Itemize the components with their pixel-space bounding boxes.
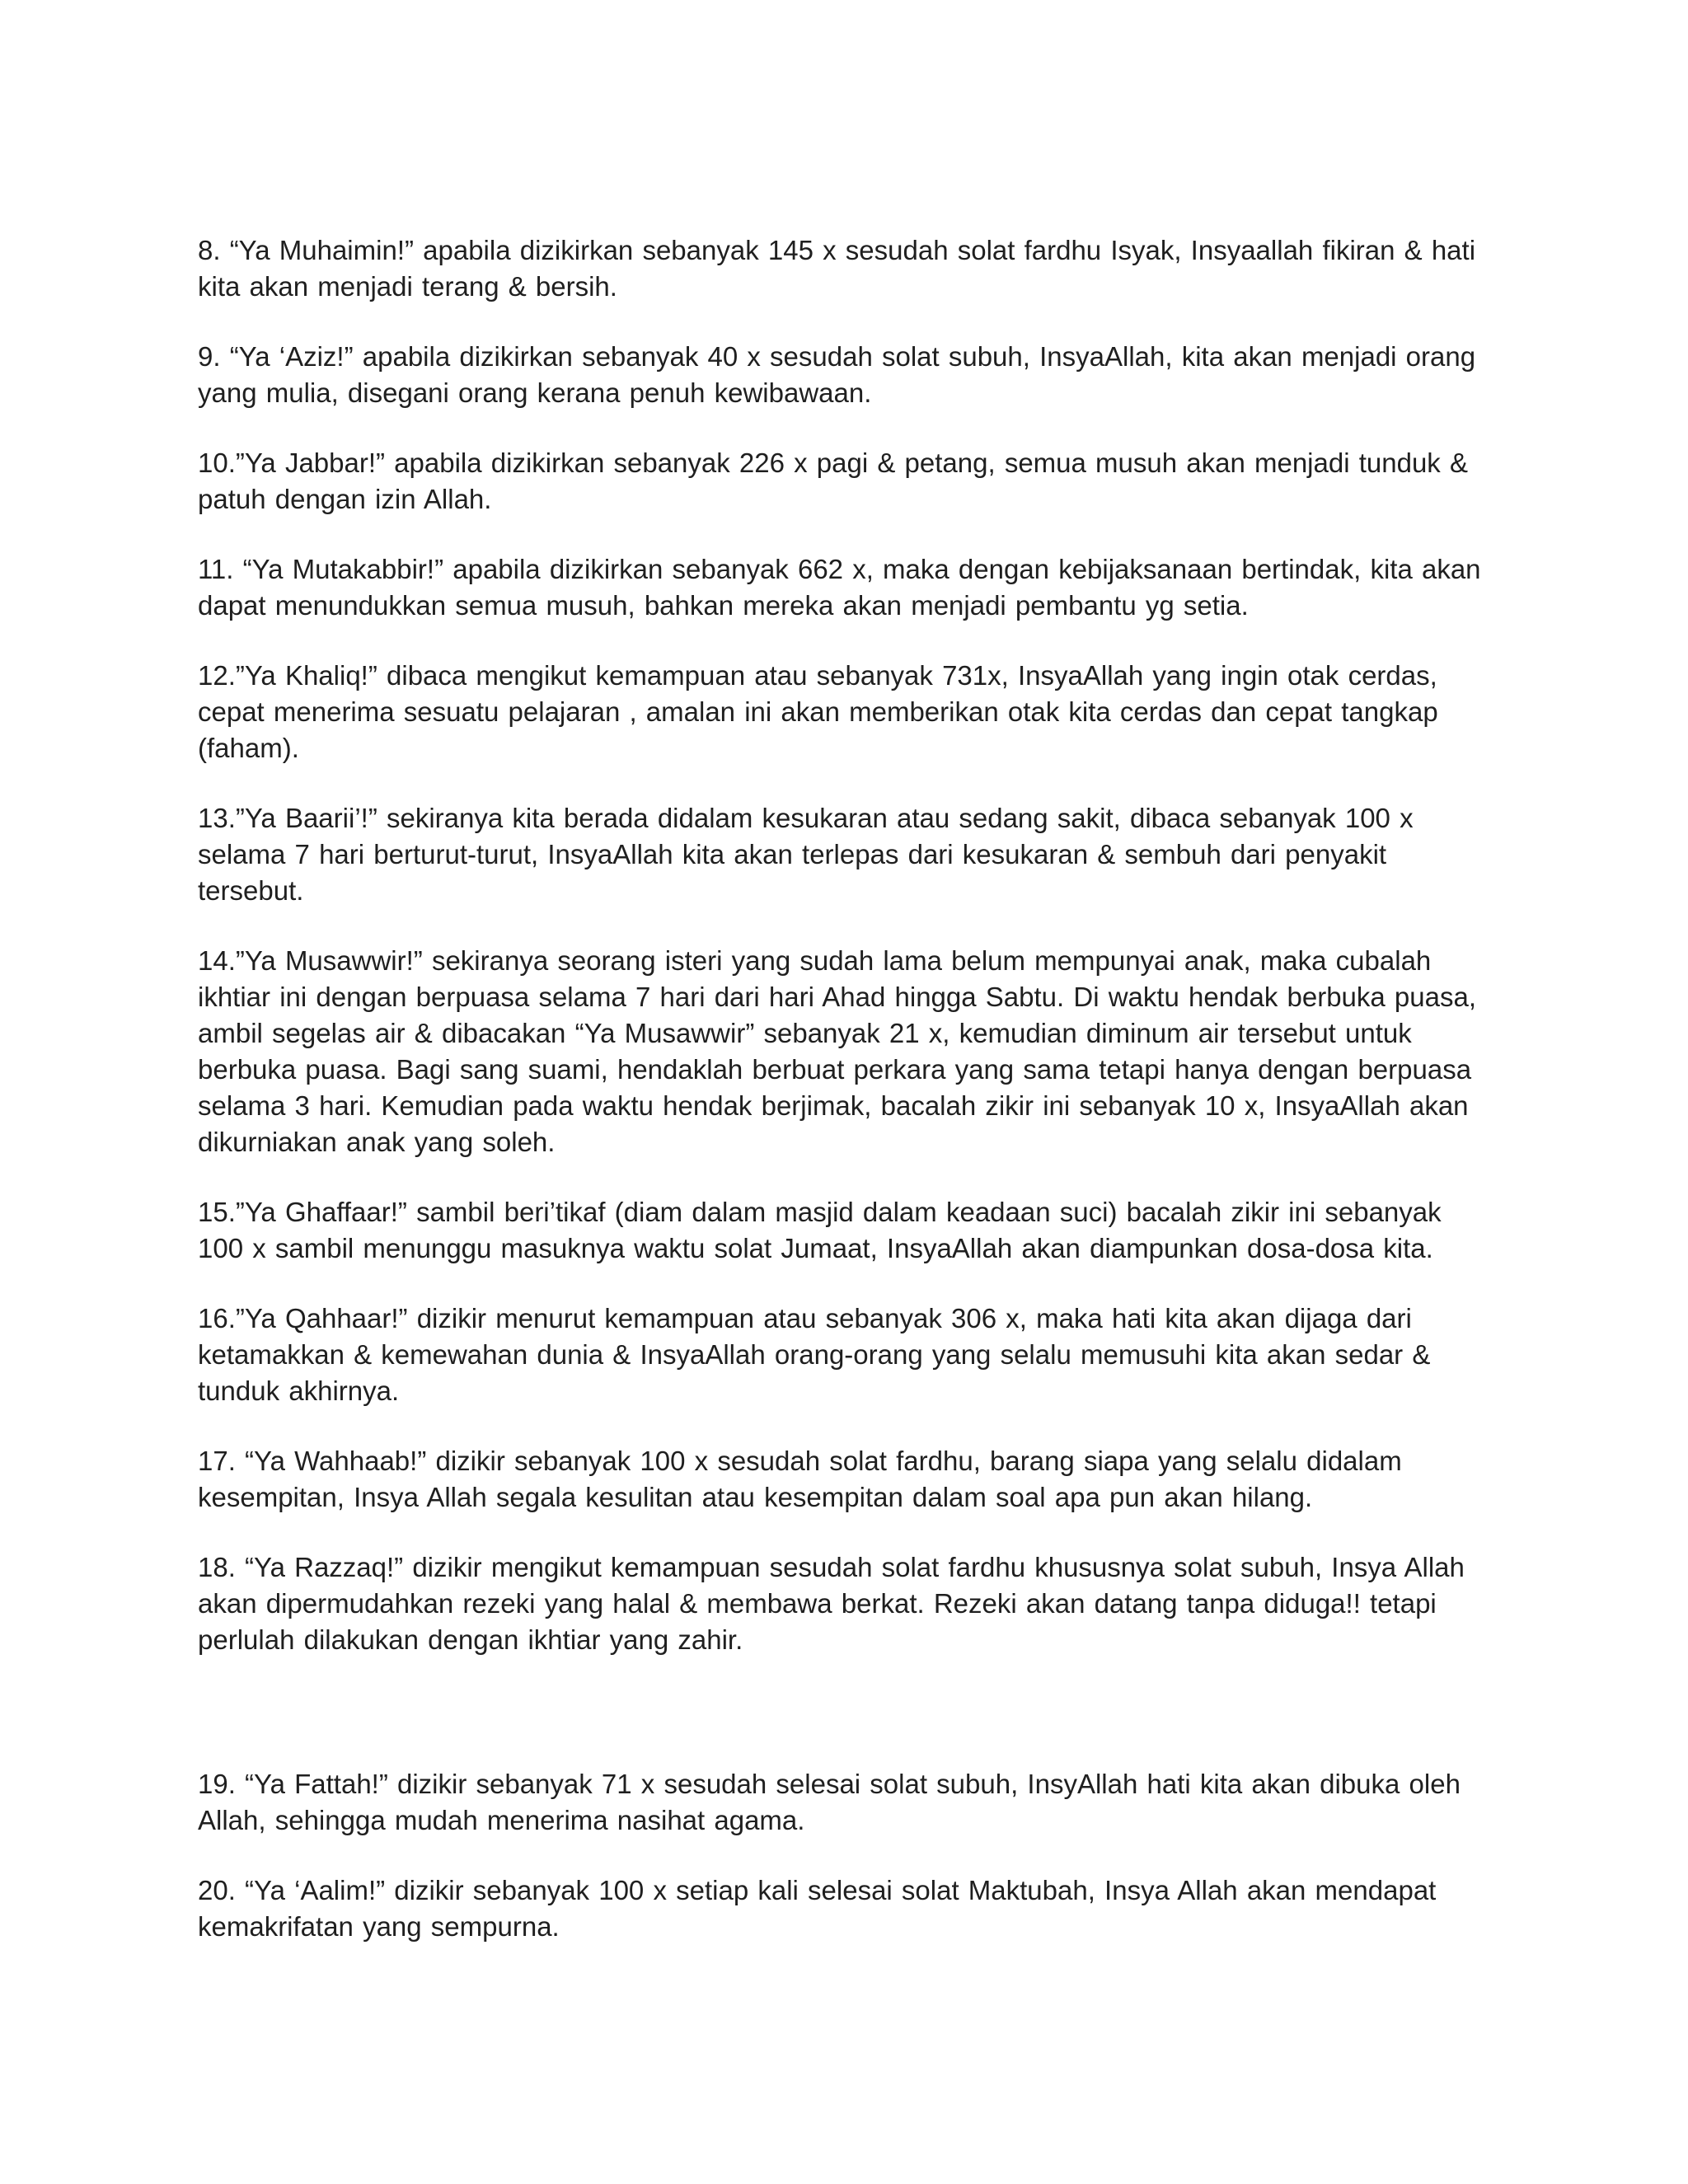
paragraph-item-18: 18. “Ya Razzaq!” dizikir mengikut kemampuan sesudah solat fardhu khususnya solat subuh, Insya Allah akan dipermudahkan rezeki yang halal & membawa berkat. Rezeki akan datang tanpa diduga!! tetapi perlulah dilakukan dengan ikhtiar yang zahir. bbox=[198, 1552, 1465, 1655]
paragraph-item-19: 19. “Ya Fattah!” dizikir sebanyak 71 x sesudah selesai solat subuh, InsyAllah hati kita akan dibuka oleh Allah, sehingga mudah menerima nasihat agama. bbox=[198, 1769, 1461, 1835]
paragraph-item-16: 16.”Ya Qahhaar!” dizikir menurut kemampuan atau sebanyak 306 x, maka hati kita akan dijaga dari ketamakkan & kemewahan dunia & InsyaAllah orang-orang yang selalu memusuhi kita akan sedar & tunduk akhirnya. bbox=[198, 1303, 1431, 1406]
paragraph-item-8: 8. “Ya Muhaimin!” apabila dizikirkan sebanyak 145 x sesudah solat fardhu Isyak, Insyaallah fikiran & hati kita akan menjadi terang & bersih. bbox=[198, 235, 1476, 302]
paragraph-item-17: 17. “Ya Wahhaab!” dizikir sebanyak 100 x sesudah solat fardhu, barang siapa yang selalu didalam kesempitan, Insya Allah segala kesulitan atau kesempitan dalam soal apa pun akan hilang. bbox=[198, 1446, 1402, 1512]
paragraph-item-9: 9. “Ya ‘Aziz!” apabila dizikirkan sebanyak 40 x sesudah solat subuh, InsyaAllah, kita akan menjadi orang yang mulia, disegani orang kerana penuh kewibawaan. bbox=[198, 341, 1476, 408]
paragraph-item-13: 13.”Ya Baarii’!” sekiranya kita berada didalam kesukaran atau sedang sakit, dibaca sebanyak 100 x selama 7 hari berturut-turut, InsyaAllah kita akan terlepas dari kesukaran & sembuh dari penyakit tersebut. bbox=[198, 803, 1414, 906]
document-body bbox=[198, 232, 1484, 1979]
paragraph-item-11: 11. “Ya Mutakabbir!” apabila dizikirkan sebanyak 662 x, maka dengan kebijaksanaan bertindak, kita akan dapat menundukkan semua musuh, bahkan mereka akan menjadi pembantu yg setia. bbox=[198, 554, 1481, 621]
paragraph-item-12: 12.”Ya Khaliq!” dibaca mengikut kemampuan atau sebanyak 731x, InsyaAllah yang ingin otak cerdas, cepat menerima sesuatu pelajaran , amalan ini akan memberikan otak kita cerdas dan cepat tangkap (faham). bbox=[198, 660, 1438, 763]
paragraph-item-10: 10.”Ya Jabbar!” apabila dizikirkan sebanyak 226 x pagi & petang, semua musuh akan menjadi tunduk & patuh dengan izin Allah. bbox=[198, 448, 1468, 514]
paragraph-item-20: 20. “Ya ‘Aalim!” dizikir sebanyak 100 x setiap kali selesai solat Maktubah, Insya Allah akan mendapat kemakrifatan yang sempurna. bbox=[198, 1875, 1437, 1942]
paragraph-item-14: 14.”Ya Musawwir!” sekiranya seorang isteri yang sudah lama belum mempunyai anak, maka cubalah ikhtiar ini dengan berpuasa selama 7 hari dari hari Ahad hingga Sabtu. Di waktu hendak berbuka puasa, ambil segelas air & dibacakan “Ya Musawwir” sebanyak 21 x, kemudian diminum air tersebut untuk berbuka puasa. Bagi sang suami, hendaklah berbuat perkara yang sama tetapi hanya dengan berpuasa selama 3 hari. Kemudian pada waktu hendak berjimak, bacalah zikir ini sebanyak 10 x, InsyaAllah akan dikurniakan anak yang soleh. bbox=[198, 945, 1476, 1157]
paragraph-item-15: 15.”Ya Ghaffaar!” sambil beri’tikaf (diam dalam masjid dalam keadaan suci) bacalah zikir ini sebanyak 100 x sambil menunggu masuknya waktu solat Jumaat, InsyaAllah akan diampunkan dosa-dosa kita. bbox=[198, 1197, 1442, 1263]
